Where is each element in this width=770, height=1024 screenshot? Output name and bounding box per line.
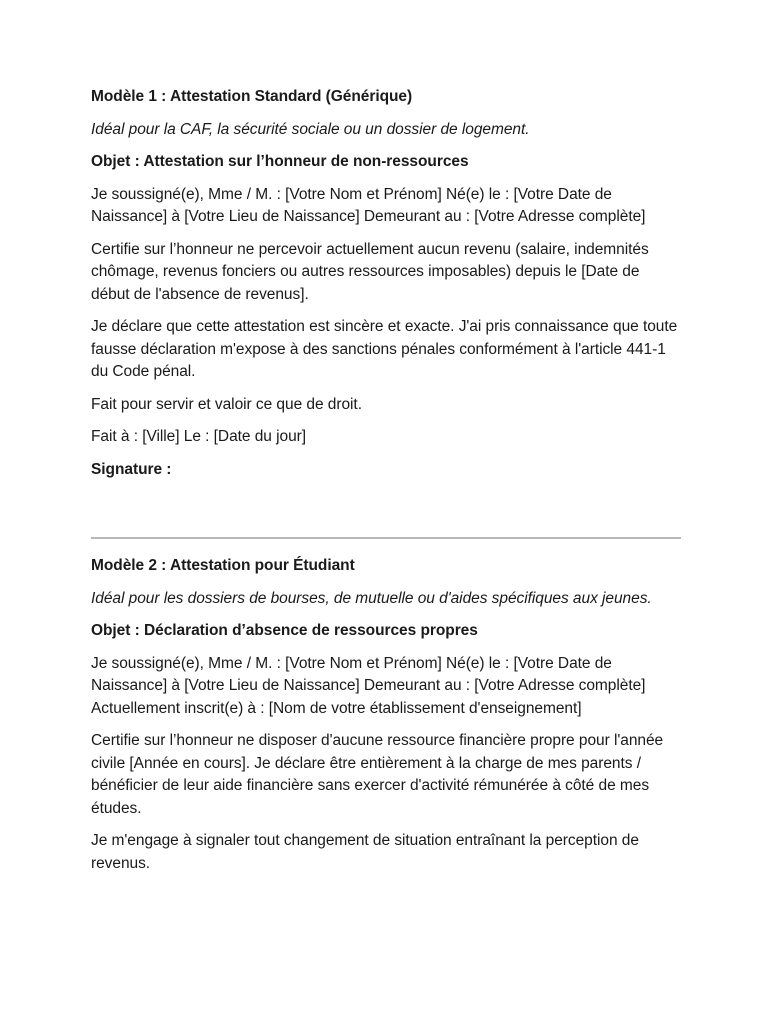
- model-1-section: [91, 86, 681, 537]
- section-divider: [91, 537, 681, 539]
- signature-space: [91, 491, 681, 537]
- model-1-subtitle: Idéal pour la CAF, la sécurité sociale ou un dossier de logement.: [91, 120, 530, 138]
- model-1-certification-paragraph: Certifie sur l’honneur ne percevoir actuellement aucun revenu (salaire, indemnités chômage, revenus fonciers ou autres ressources imposables) depuis le [Date de début de l'absence de revenus].: [91, 240, 649, 303]
- model-1-object: Objet : Attestation sur l’honneur de non-ressources: [91, 153, 469, 170]
- model-2-title: Modèle 2 : Attestation pour Étudiant: [91, 557, 355, 574]
- model-1-closing-paragraph: Fait pour servir et valoir ce que de droit.: [91, 395, 362, 413]
- model-2-identity-paragraph: Je soussigné(e), Mme / M. : [Votre Nom et Prénom] Né(e) le : [Votre Date de Naissance] à [Votre Lieu de Naissance] Demeurant au : [Votre Adresse complète] Actuellement inscrit(e) à : [Nom de votre établissement d'enseignement]: [91, 654, 646, 717]
- model-2-certification-paragraph: Certifie sur l’honneur ne disposer d'aucune ressource financière propre pour l'année civile [Année en cours]. Je déclare être entièrement à la charge de mes parents / bénéficier de leur aide financière sans exercer d'activité rémunérée à côté de mes études.: [91, 732, 664, 817]
- model-2-object: Objet : Déclaration d’absence de ressources propres: [91, 622, 478, 639]
- model-2-section: [91, 555, 681, 875]
- model-1-place-date: Fait à : [Ville] Le : [Date du jour]: [91, 428, 307, 445]
- model-1-signature-label: Signature :: [91, 460, 172, 478]
- model-1-title: Modèle 1 : Attestation Standard (Générique): [91, 88, 413, 105]
- document-page: [91, 86, 681, 885]
- model-2-commitment-paragraph: Je m'engage à signaler tout changement de situation entraînant la perception de revenus.: [91, 832, 639, 872]
- model-2-subtitle: Idéal pour les dossiers de bourses, de mutuelle ou d'aides spécifiques aux jeunes.: [91, 589, 652, 607]
- model-1-declaration-paragraph: Je déclare que cette attestation est sincère et exacte. J'ai pris connaissance que toute fausse déclaration m'expose à des sanctions pénales conformément à l'article 441-1 du Code pénal.: [91, 318, 678, 380]
- model-1-identity-paragraph: Je soussigné(e), Mme / M. : [Votre Nom et Prénom] Né(e) le : [Votre Date de Naissance] à [Votre Lieu de Naissance] Demeurant au : [Votre Adresse complète]: [91, 185, 646, 225]
